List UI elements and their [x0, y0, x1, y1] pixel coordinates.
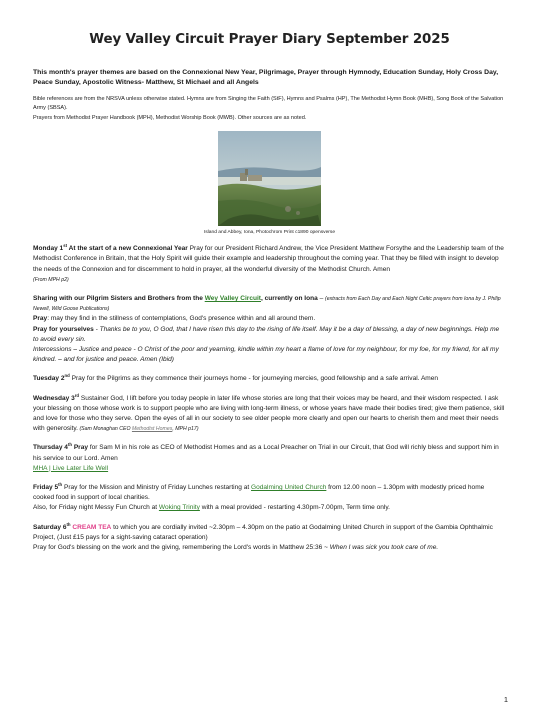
entry-pilgrims — [33, 294, 506, 365]
iona-figure — [33, 131, 506, 235]
entry-reference-end: , MPH p17) — [172, 426, 199, 433]
date-suffix: th — [67, 442, 72, 448]
wey-valley-circuit-link[interactable]: Wey Valley Circuit — [204, 295, 261, 303]
entry-body: Pray for our President Richard Andrew, the Vice President Matthew Forsythe and the Leadership team of the Methodist Conference in Britain, that the Holy Spirit will guide their example and leadership throughout the coming year. That they be filled with insight to develop the needs of the Connexion and for discernment to hold in prayer, all the wonderful diversity of the Methodist Church. Amen — [33, 245, 504, 273]
pray-text: : may they find in the stillness of contemplations, God's presence within and all around them. — [47, 315, 316, 323]
intercessions-text: – Justice and peace - O Christ of the poor and yearning, kindle within my heart a flame of love for my neighbour, for my foe, for my friend, for all my kindred. – and for justice and peace. Amen (Ibid) — [33, 346, 499, 364]
entry-body: for the Pilgrims as they commence their journeys home - for journeying mercies, good fellowship and a safe arrival. Amen — [85, 375, 439, 383]
entry-date: Thursday 4 — [33, 444, 68, 452]
entry-body-cont: from 12.00 noon – 1.30pm with modestly priced home cooked food in support of local charities. — [33, 484, 485, 502]
entry-date: Friday 5 — [33, 484, 59, 492]
entry-friday-5 — [33, 483, 506, 514]
themes-intro: This month's prayer themes are based on the Connexional New Year, Pilgrimage, Prayer through Hymnody, Education Sunday, Holy Cross Day, Peace Sunday, Apostolic Witness- Matthew, St Michael and all Angels — [33, 69, 499, 86]
entry-date: Monday 1 — [33, 245, 64, 253]
entry-thursday-4 — [33, 443, 506, 474]
date-suffix: rd — [74, 392, 80, 398]
scripture-quote: When I was sick you took care of me. — [329, 544, 439, 552]
entry-date: Tuesday 2 — [33, 375, 65, 383]
messy-church-text-end: with a meal provided - restarting 4.30pm-7.00pm, Term time only. — [199, 504, 390, 512]
entry-wednesday-3 — [33, 394, 506, 435]
entry-date: Saturday 6 — [33, 523, 67, 531]
entry-monday-1 — [33, 244, 506, 285]
woking-trinity-link[interactable]: Woking Trinity — [158, 504, 200, 512]
page-number: 1 — [503, 695, 508, 704]
entry-saturday-6 — [33, 523, 506, 554]
entry-date: Wednesday 3 — [33, 394, 75, 402]
pray-label: Pray — [33, 315, 48, 323]
page-title: Wey Valley Circuit Prayer Diary September 2025 — [89, 32, 450, 47]
intercessions-label: Intercessions — [33, 346, 72, 354]
entry-reference: (From MPH p2) — [33, 276, 69, 283]
sources-note — [33, 95, 506, 123]
entry-body: Pray for the Mission and Ministry of Friday Lunches restarting at — [62, 484, 252, 492]
entry-heading: Sharing with our Pilgrim Sisters and Brothers from the — [33, 295, 205, 303]
entry-body: for Sam M in his role as CEO of Methodist Homes and as a Local Preacher on Trial in our Circuit, that God will richly bless and support him in his service to our Lord. Amen — [33, 444, 499, 462]
date-suffix: th — [58, 481, 63, 487]
entry-lead: Pray — [72, 444, 89, 452]
cream-tea-highlight: CREAM TEA — [70, 523, 112, 531]
methodist-homes-link[interactable]: Methodist Homes — [131, 426, 173, 433]
bible-hymn-sources: Bible references are from the NRSVA unless otherwise stated. Hymns are from Singing the Faith (StF), Hymns and Psalms (HP), The Methodist Hymn Book (MHB), Song Book of the Salvation Army (SBSA). — [33, 96, 504, 112]
prayer-sources: Prayers from Methodist Prayer Handbook (MPH), Methodist Worship Book (MWB). Other sources are as noted. — [33, 114, 307, 121]
entry-lead: Pray — [69, 375, 86, 383]
mha-link[interactable]: MHA | Live Later Life Well — [33, 464, 109, 472]
godalming-united-church-link[interactable]: Godalming United Church — [251, 484, 327, 492]
entry-body: to which you are cordially invited ~2.30pm – 4.30pm on the patio at Godalming United Church in support of the Gambia Ophthalmic Project, (Just £15 pays for a sight-saving cataract operation) — [33, 523, 493, 541]
entry-body-cont: Pray for God's blessing on the work and the giving, remembering the Lord's words in Matthew 25:36 ~ — [33, 544, 330, 552]
date-suffix: nd — [64, 373, 70, 379]
entry-reference: (Sam Monaghan CEO — [78, 426, 132, 433]
messy-church-text: Also, for Friday night Messy Fun Church at — [33, 504, 159, 512]
pray-yourselves-text: - Thanks be to you, O God, that I have risen this day to the rising of life itself. May it be a day of blessing, a day of new beginnings. Help me to avoid every sin. — [33, 325, 500, 343]
entry-tuesday-2 — [33, 374, 506, 384]
entry-lead: At the start of a new Connexional Year — [67, 245, 188, 253]
dash: – — [317, 295, 326, 303]
extract-source-note: (extracts from Each Day and Each Night Celtic prayers from Iona by J. Philip Newell, Wild Goose Publications) — [33, 296, 501, 313]
entry-heading-end: , currently on Iona — [261, 295, 318, 303]
pray-yourselves-label: Pray for yourselves — [33, 325, 94, 333]
entry-body: Sustainer God, I lift before you today people in later life whose stories are long that their voices may be heard, and their wisdom respected. I ask your blessing on those whose work is to support people who are living with long-term illness, or whose years have made their bodies tired; give them patience, skill and love for those who they serve. Open the eyes of all in our society to see older people more clearly and open our hearts to cherish them and meet their needs with generosity. — [33, 394, 505, 433]
iona-abbey-photo — [218, 131, 321, 226]
date-suffix: st — [63, 243, 68, 249]
date-suffix: th — [66, 521, 71, 527]
photo-caption: Island and Abbey, Iona, Photochrom Print c1890 opensverse — [203, 230, 336, 236]
